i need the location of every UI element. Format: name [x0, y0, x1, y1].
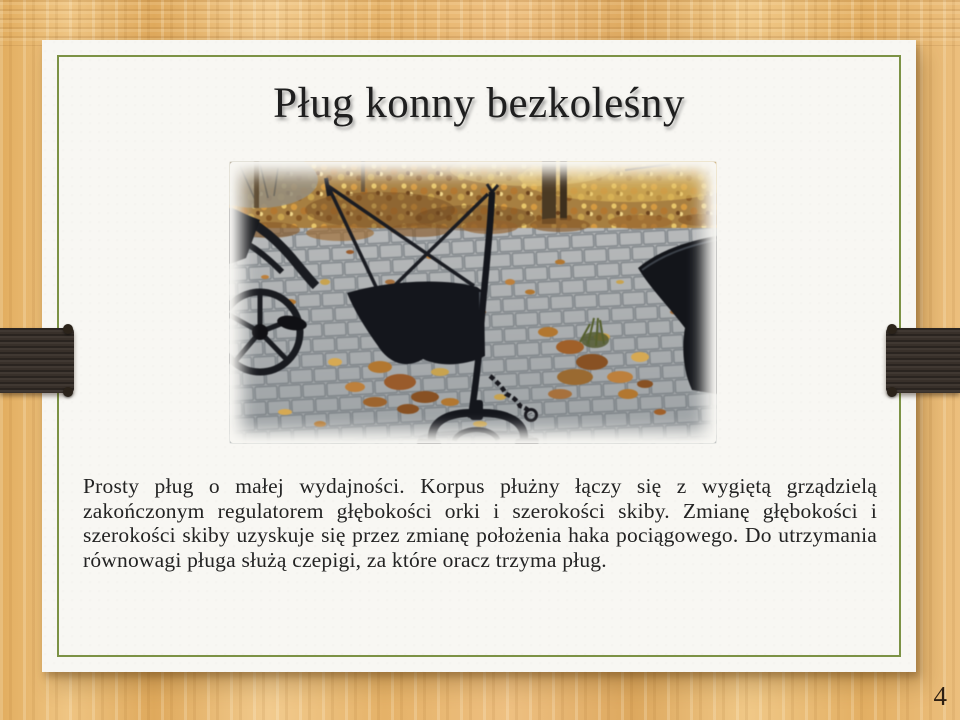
plow-photo	[230, 162, 716, 443]
slide-title: Pług konny bezkoleśny	[273, 80, 685, 127]
slide-body-text: Prosty pług o małej wydajności. Korpus płużny łączy się z wygiętą grządzielą zakończonym regulatorem głębokości orki i szerokości skiby. Zmianę głębokości i szerokości skiby uzyskuje się przez zmianę położenia haka pociągowego. Do utrzymania równowagi pługa służą czepigi, za które oracz trzyma pług.	[83, 474, 877, 572]
plow-photo-illustration	[230, 162, 716, 443]
slide-card	[42, 40, 916, 672]
page-number: 4	[933, 681, 947, 711]
right-strap-decoration	[886, 328, 960, 393]
left-strap-decoration	[0, 328, 74, 393]
